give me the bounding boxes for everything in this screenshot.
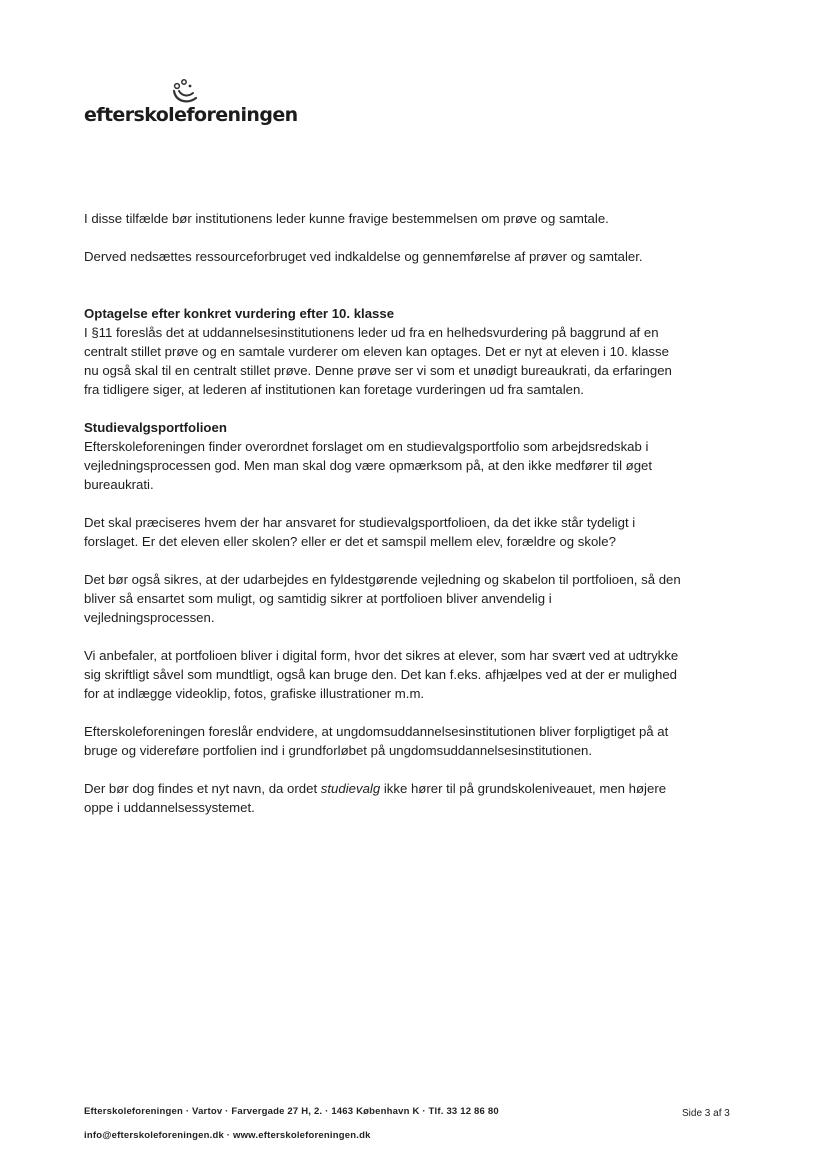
footer-address: Efterskoleforeningen · Vartov · Farvergade 27 H, 2. · 1463 København K · Tlf. 33 12 86 80 bbox=[84, 1106, 499, 1117]
logo-text: efterskoleforeningen bbox=[84, 104, 298, 126]
text-run: ikke hører til på grundskoleniveauet, men højere oppe i uddannelsessystemet. bbox=[84, 781, 667, 815]
emphasis: studievalg bbox=[320, 781, 381, 796]
page-number: Side 3 af 3 bbox=[682, 1108, 730, 1119]
section-heading: Studievalgsportfolioen bbox=[84, 420, 227, 435]
paragraph: Efterskoleforeningen finder overordnet forslaget om en studievalgsportfolio som arbejdsredskab i vejledningsprocessen god. Men man skal dog være opmærksom på, at den ikke medfører til øget bureaukrati. bbox=[84, 439, 653, 492]
paragraph: Efterskoleforeningen foreslår endvidere, at ungdomsuddannelsesinstitutionen bliver forpligtiget på at bruge og videreføre portfolien ind i grundforløbet på ungdomsuddannelsesinstitutionen. bbox=[84, 724, 669, 758]
paragraph: Det skal præciseres hvem der har ansvaret for studievalgsportfolioen, da det ikke står tydeligt i forslaget. Er det eleven eller skolen? eller er det et samspil mellem elev, forældre og skole? bbox=[84, 515, 636, 549]
paragraph bbox=[84, 779, 684, 817]
section-heading: Optagelse efter konkret vurdering efter 10. klasse bbox=[84, 306, 395, 321]
paragraph: Derved nedsættes ressourceforbruget ved indkaldelse og gennemførelse af prøver og samtaler. bbox=[84, 249, 643, 264]
paragraph: I disse tilfælde bør institutionens leder kunne fravige bestemmelsen om prøve og samtale. bbox=[84, 211, 609, 226]
text-run: Der bør dog findes et nyt navn, da ordet bbox=[84, 781, 321, 796]
footer-contact: info@efterskoleforeningen.dk · www.efterskoleforeningen.dk bbox=[84, 1130, 371, 1141]
letter-body bbox=[84, 209, 684, 836]
paragraph: Det bør også sikres, at der udarbejdes en fyldestgørende vejledning og skabelon til portfolioen, så den bliver så ensartet som muligt, og samtidig sikrer at portfolioen bliver anvendelig i vejledningsprocessen. bbox=[84, 572, 681, 625]
paragraph: I §11 foreslås det at uddannelsesinstitutionens leder ud fra en helhedsvurdering på baggrund af en centralt stillet prøve og en samtale vurderer om eleven kan optages. Det er nyt at eleven i 10. klasse nu også skal til en centralt stillet prøve. Denne prøve ser vi som et unødigt bureaukrati, da erfaringen fra tidligere siger, at lederen af institutionen kan foretage vurderingen ud fra samtalen. bbox=[84, 325, 672, 397]
paragraph: Vi anbefaler, at portfolioen bliver i digital form, hvor det sikres at elever, som har svært ved at udtrykke sig skriftligt såvel som mundtligt, også kan bruge den. Det kan f.eks. afhjælpes ved at der er mulighed for at indlægge videoklip, fotos, grafiske illustrationer m.m. bbox=[84, 648, 679, 701]
